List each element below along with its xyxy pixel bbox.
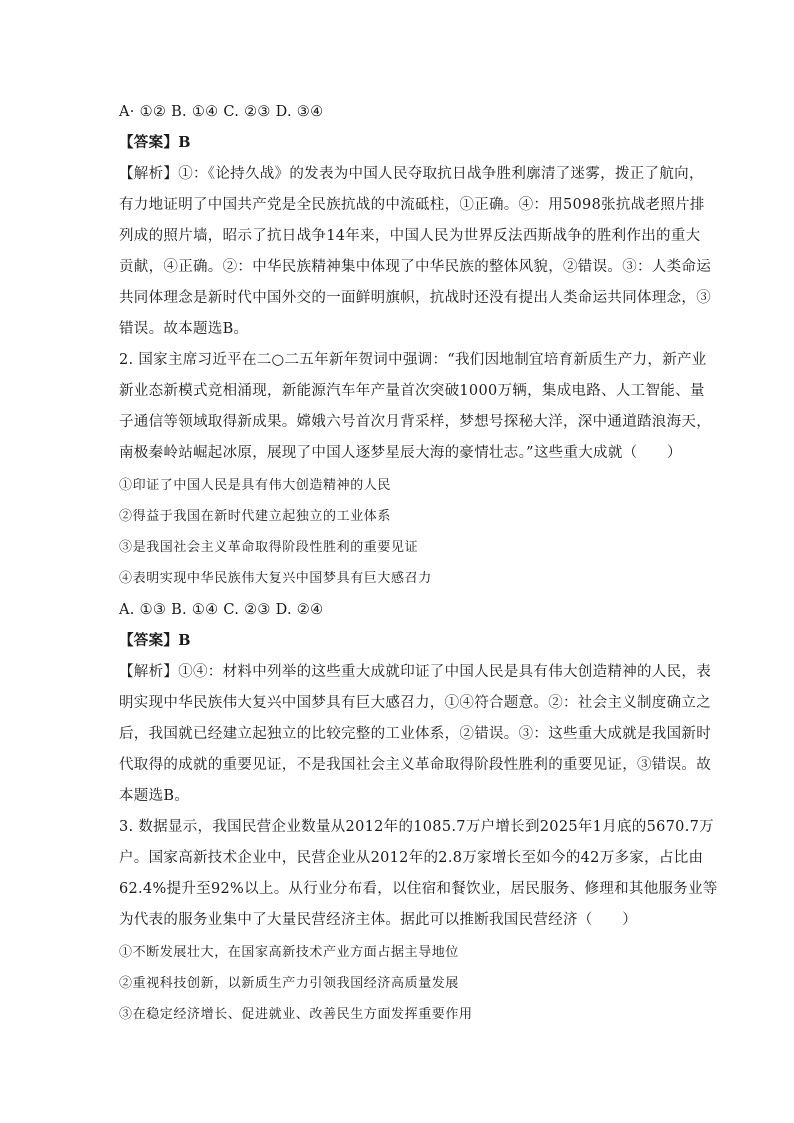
q3-statement: ③在稳定经济增长、促进就业、改善民生方面发挥重要作用 <box>119 1007 473 1022</box>
q3-stem-line: 为代表的服务业集中了大量民营经济主体。据此可以推断我国民营经济（ ） <box>119 912 637 928</box>
q2-statement: ③是我国社会主义革命取得阶段性胜利的重要见证 <box>119 540 419 555</box>
q2-stem-line: 新业态新模式竞相涌现，新能源汽车年产量首次突破1000万辆，集成电路、人工智能、量 <box>119 383 705 399</box>
q2-analysis-line: 明实现中华民族伟大复兴中国梦具有巨大感召力，①④符合题意。②：社会主义制度确立之 <box>119 695 711 711</box>
q2-analysis-line: 代取得的成就的重要见证，不是我国社会主义革命取得阶段性胜利的重要见证，③错误。故 <box>119 757 711 773</box>
q2-analysis-line: 【解析】①④：材料中列举的这些重大成就印证了中国人民是具有伟大创造精神的人民，表 <box>119 664 711 680</box>
q1-analysis-line: 共同体理念是新时代中国外交的一面鲜明旗帜，抗战时还没有提出人类命运共同体理念，③ <box>119 290 711 306</box>
q3-statement: ①不断发展壮大，在国家高新技术产业方面占据主导地位 <box>119 945 460 960</box>
q2-analysis-line: 本题选B。 <box>119 788 190 804</box>
q3-stem-line: 62.4%提升至92%以上。从行业分布看，以住宿和餐饮业，居民服务、修理和其他服务业等 <box>119 881 718 897</box>
q2-analysis-line: 后，我国就已经建立起独立的比较完整的工业体系，②错误。③：这些重大成就是我国新时 <box>119 726 711 742</box>
q1-analysis-line: 列成的照片墙，昭示了抗日战争14年来，中国人民为世界反法西斯战争的胜利作出的重大 <box>119 228 701 244</box>
q1-analysis-line: 有力地证明了中国共产党是全民族抗战的中流砥柱，①正确。④：用5098张抗战老照片排 <box>119 197 705 213</box>
q2-options: A. ①③ B. ①④ C. ②③ D. ②④ <box>119 602 324 618</box>
q2-statement: ①印证了中国人民是具有伟大创造精神的人民 <box>119 478 392 493</box>
q2-statement: ②得益于我国在新时代建立起独立的工业体系 <box>119 509 392 524</box>
q2-stem-line: 子通信等领域取得新成果。嫦娥六号首次月背采样，梦想号探秘大洋，深中通道踏浪海天， <box>119 414 711 430</box>
q2-stem-line: 2. 国家主席习近平在二○二五年新年贺词中强调：“我们因地制宜培育新质生产力，新产业 <box>119 352 707 368</box>
q1-answer: 【答案】B <box>119 134 191 151</box>
q1-analysis-line: 错误。故本题选B。 <box>119 321 249 337</box>
q3-stem-line: 户。国家高新技术企业中，民营企业从2012年的2.8万家增长至如今的42万多家，占比由 <box>119 850 704 866</box>
q2-answer: 【答案】B <box>119 632 191 649</box>
q1-analysis-line: 贡献，④正确。②：中华民族精神集中体现了中华民族的整体风貌，②错误。③：人类命运 <box>119 259 711 275</box>
q2-statement: ④表明实现中华民族伟大复兴中国梦具有巨大感召力 <box>119 571 432 586</box>
q3-statement: ②重视科技创新，以新质生产力引领我国经济高质量发展 <box>119 976 460 991</box>
q1-analysis-line: 【解析】①：《论持久战》的发表为中国人民夺取抗日战争胜利廓清了迷雾，拨正了航向， <box>119 166 704 182</box>
q2-stem-line: 南极秦岭站崛起冰原，展现了中国人逐梦星辰大海的豪情壮志。”这些重大成就（ ） <box>119 445 682 461</box>
q1-options: A· ①② B. ①④ C. ②③ D. ③④ <box>119 104 324 120</box>
q3-stem-line: 3. 数据显示，我国民营企业数量从2012年的1085.7万户增长到2025年1月底的5670.7万 <box>119 819 714 835</box>
